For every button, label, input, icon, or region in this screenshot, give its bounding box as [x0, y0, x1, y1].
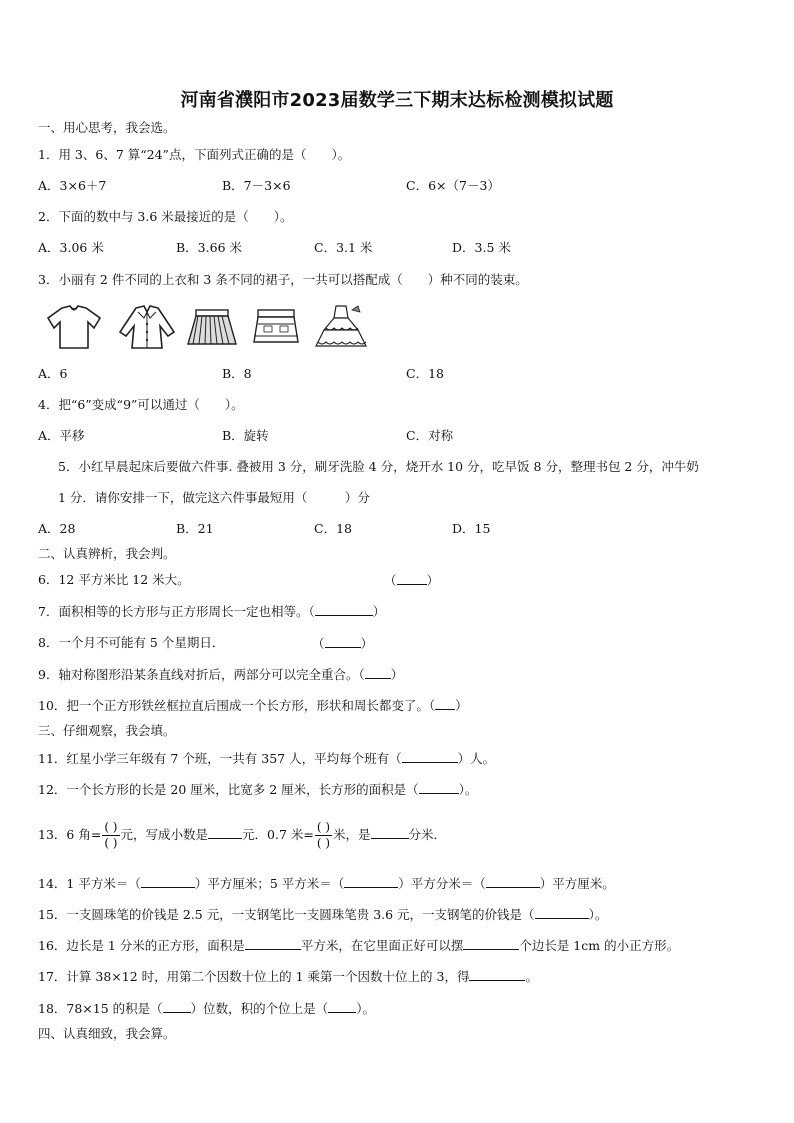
q3-option-a: A．6 — [38, 366, 68, 381]
q16-blank-2[interactable] — [463, 937, 519, 950]
question-3: 3．小丽有 2 件不同的上衣和 3 条不同的裙子，一共可以搭配成（ ）种不同的装束。 — [38, 272, 528, 287]
q4-option-c: C．对称 — [406, 428, 454, 443]
q4-option-b: B．旋转 — [222, 428, 269, 443]
question-12: 12．一个长方形的长是 20 厘米，比宽多 2 厘米，长方形的面积是（ ）。 — [38, 782, 478, 797]
question-4: 4．把“6”变成“9”可以通过（ ）。 — [38, 397, 244, 412]
question-5-line-2: 1 分．请你安排一下，做完这六件事最短用（ ）分 — [58, 490, 370, 505]
question-15: 15．一支圆珠笔的价钱是 2.5 元，一支钢笔比一支圆珠笔贵 3.6 元，一支钢笔的价钱是（ ）。 — [38, 907, 608, 922]
section-1-heading: 一、用心思考，我会选。 — [38, 120, 176, 135]
question-2: 2．下面的数中与 3.6 米最接近的是（ ）。 — [38, 209, 293, 224]
question-9: 9．轴对称图形沿某条直线对折后，两部分可以完全重合。（ ） — [38, 667, 404, 682]
dress-icon — [312, 304, 370, 350]
q3-option-b: B．8 — [222, 366, 252, 381]
question-10: 10．把一个正方形铁丝框拉直后围成一个长方形，形状和周长都变了。（ ） — [38, 698, 468, 713]
q18-blank-2[interactable] — [328, 1000, 356, 1013]
q3-option-c: C．18 — [406, 366, 444, 381]
question-8: 8．一个月不可能有 5 个星期日． — [38, 635, 225, 650]
question-5-line-1: 5．小红早晨起床后要做六件事. 叠被用 3 分，刷牙洗脸 4 分，烧开水 10 分，吃早饭 8 分，整理书包 2 分，冲牛奶 — [58, 459, 699, 474]
q9-answer-blank[interactable] — [365, 666, 391, 679]
q1-option-c: C．6×（7－3） — [406, 178, 500, 193]
q13-fraction-1[interactable]: $\frac{( )}{( )}$ — [104, 820, 118, 850]
q13-blank-decimeter[interactable] — [371, 826, 409, 839]
q12-answer-blank[interactable] — [419, 781, 459, 794]
q1-option-a: A．3×6＋7 — [38, 178, 107, 193]
q1-option-b: B．7－3×6 — [222, 178, 291, 193]
question-18: 18．78×15 的积是（ ）位数，积的个位上是（ ）。 — [38, 1001, 375, 1016]
section-2-heading: 二、认真辨析，我会判。 — [38, 546, 176, 561]
q2-option-c: C．3.1 米 — [314, 240, 373, 255]
question-1: 1．用 3、6、7 算“24”点，下面列式正确的是（ ）。 — [38, 147, 351, 162]
q4-option-a: A．平移 — [38, 428, 85, 443]
q14-blank-3[interactable] — [486, 875, 540, 888]
q10-answer-blank[interactable] — [435, 697, 455, 710]
question-13: 13．6 角= $\frac{( )}{( )}$ 元，写成小数是 元．0.7 米= $\frac{( )}{( )}$ 米，是 分米． — [38, 820, 447, 850]
q11-answer-blank[interactable] — [402, 750, 458, 763]
skirt-icon — [184, 304, 240, 350]
q2-option-a: A．3.06 米 — [38, 240, 104, 255]
question-16: 16．边长是 1 分米的正方形，面积是 平方米，在它里面正好可以摆 个边长是 1cm 的小正方形。 — [38, 938, 680, 953]
question-17: 17．计算 38×12 时，用第二个因数十位上的 1 乘第一个因数十位上的 3，得 。 — [38, 969, 538, 984]
q13-fraction-2[interactable]: $\frac{( )}{( )}$ — [316, 820, 331, 850]
blouse-icon — [116, 304, 178, 350]
q18-blank-1[interactable] — [163, 1000, 191, 1013]
q2-option-b: B．3.66 米 — [176, 240, 242, 255]
q2-option-d: D．3.5 米 — [452, 240, 511, 255]
shorts-skirt-icon — [250, 304, 302, 350]
question-11: 11．红星小学三年级有 7 个班，一共有 357 人，平均每个班有（ ）人。 — [38, 751, 496, 766]
q5-option-a: A．28 — [38, 521, 76, 536]
q15-answer-blank[interactable] — [535, 906, 589, 919]
q5-option-c: C．18 — [314, 521, 352, 536]
q13-blank-decimal[interactable] — [208, 826, 242, 839]
clothing-pictures — [44, 304, 364, 354]
q8-answer-blank[interactable]: （ ） — [312, 636, 374, 651]
section-3-heading: 三、仔细观察，我会填。 — [38, 723, 176, 738]
question-7: 7．面积相等的长方形与正方形周长一定也相等。（ ） — [38, 604, 386, 619]
q7-answer-blank[interactable] — [315, 603, 373, 616]
question-6: 6．12 平方米比 12 米大。 — [38, 572, 190, 587]
q16-blank-1[interactable] — [245, 937, 301, 950]
page-title: 河南省濮阳市2023届数学三下期末达标检测模拟试题 — [180, 90, 614, 111]
question-14: 14．1 平方米＝（ ）平方厘米；5 平方米＝（ ）平方分米＝（ ）平方厘米。 — [38, 876, 615, 891]
q14-blank-1[interactable] — [141, 875, 195, 888]
shirt-icon — [44, 304, 104, 350]
q14-blank-2[interactable] — [344, 875, 398, 888]
q5-option-d: D．15 — [452, 521, 491, 536]
section-4-heading: 四、认真细致，我会算。 — [38, 1026, 176, 1041]
q6-answer-blank[interactable]: （ ） — [384, 573, 440, 588]
q5-option-b: B．21 — [176, 521, 214, 536]
q17-answer-blank[interactable] — [469, 968, 525, 981]
